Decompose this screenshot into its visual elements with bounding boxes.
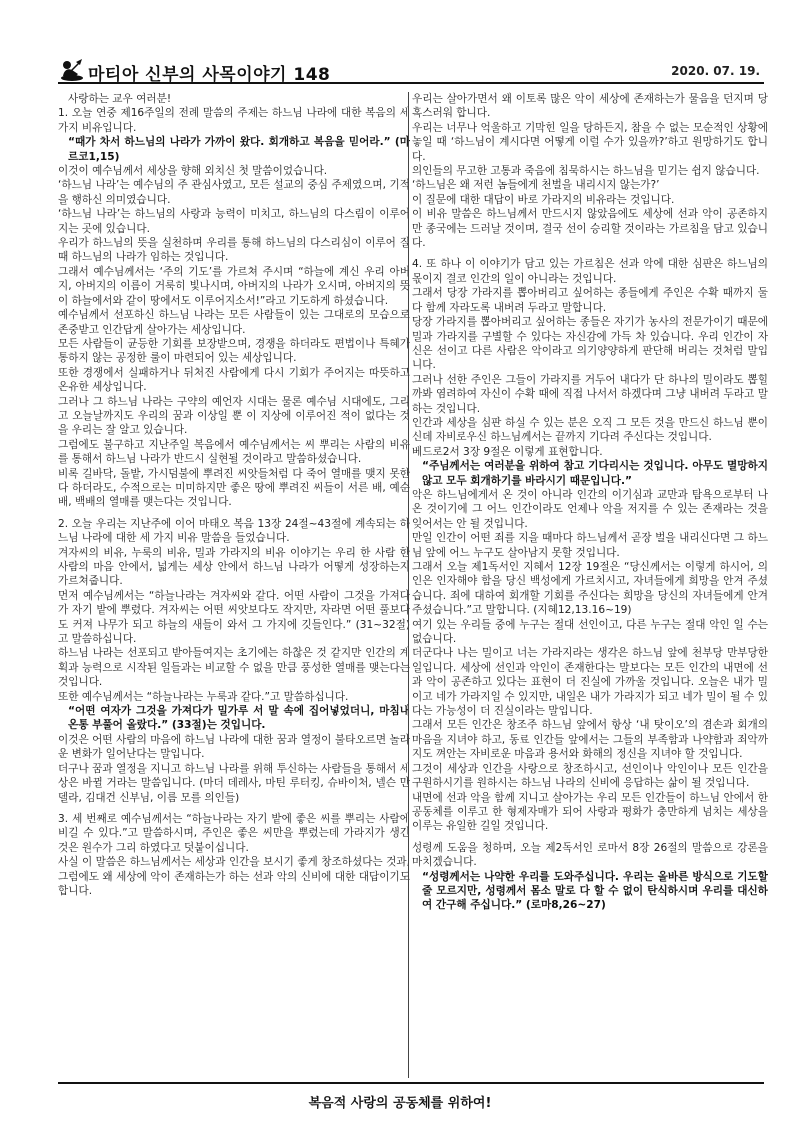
- right-column: [412, 92, 768, 1080]
- paragraph: ‘하느님은 왜 저런 놈들에게 천벌을 내리시지 않는가?’: [412, 179, 660, 192]
- paragraph: 예수님께서 선포하신 하느님 나라는 모든 사람들이 있는 그대로의 모습으로 존중받고 인간답게 살아가는 세상입니다.: [58, 309, 410, 336]
- pen-writer-icon: [58, 58, 84, 82]
- paragraph: 이것이 예수님께서 세상을 향해 외치신 첫 말씀이었습니다.: [58, 165, 328, 178]
- paragraph: “어떤 여자가 그것을 가져다가 밀가루 서 말 속에 집어넣었더니, 마침내 온통 부풀어 올랐다.” (33절)는 것입니다.: [68, 705, 410, 732]
- newsletter-title: 마티아 신부의 사목이야기 148: [88, 65, 331, 85]
- issue-date: 2020. 07. 19.: [671, 64, 760, 78]
- paragraph: 겨자씨의 비유, 누룩의 비유, 밀과 가라지의 비유 이야기는 우리 한 사람 한 사람의 마음 안에서, 넓게는 세상 안에서 하느님 나라가 어떻게 성장하는지 가르쳐줍니다.: [58, 546, 410, 588]
- paragraph: 모든 사람들이 균등한 기회를 보장받으며, 경쟁을 하더라도 편법이나 특혜가 통하지 않는 공정한 룰이 마련되어 있는 세상입니다.: [58, 337, 410, 365]
- paragraph: 하느님 나라는 선포되고 받아들여지는 초기에는 하찮은 것 같지만 인간의 계획과 능력으로 시작된 일들과는 비교할 수 없을 만큼 풍성한 열매를 맺는다는 것입니다.: [58, 647, 410, 689]
- paragraph: 그러나 선한 주인은 그들이 가라지를 거두어 내다가 단 하나의 밀이라도 뽑힐까봐 염려하여 자신이 수확 때에 직접 나서서 하겠다며 그냥 내버려 두라고 말하는 것입니다.: [412, 373, 768, 415]
- paragraph: 4. 또 하나 이 이야기가 담고 있는 가르침은 선과 악에 대한 심판은 하느님의 몫이지 결코 인간의 일이 아니라는 것입니다.: [412, 258, 768, 285]
- paragraph: 의인들의 무고한 고통과 죽음에 침묵하시는 하느님을 믿기는 쉽지 않습니다.: [412, 165, 760, 178]
- paragraph: 여기 있는 우리들 중에 누구는 절대 선인이고, 다른 누구는 절대 악인 일 수는 없습니다.: [412, 618, 768, 646]
- paragraph: ‘하느님 나라’는 예수님의 주 관심사였고, 모든 설교의 중심 주제였으며, 기적을 행하신 의미였습니다.: [58, 179, 410, 206]
- paragraph: 더군다나 나는 밀이고 너는 가라지라는 생각은 하느님 앞에 천부당 만부당한 일입니다. 세상에 선인과 악인이 존재한다는 말보다는 모든 인간의 내면에 선과 악이 공존하고 있다는 표현이 더 진실에 가까울 것입니다. 오늘은 내가 밀이고 네가 가라지일 수 있지만, 내일은 내가 가라지가 되고 네가 밀이 될 수 있다는 가능성이 더 진실이라는 말입니다.: [412, 647, 768, 718]
- paragraph: 성령께 도움을 청하며, 오늘 제2독서인 로마서 8장 26절의 말씀으로 강론을 마치겠습니다.: [412, 841, 768, 869]
- paragraph: 당장 가라지를 뽑아버리고 싶어하는 종들은 자기가 농사의 전문가이기 때문에 밀과 가라지를 구별할 수 있다는 자신감에 가득 차 있습니다. 우리 인간이 자신은 선이고 다른 사람은 악이라고 의기양양하게 판단해 버리는 것처럼 말입니다.: [412, 316, 768, 372]
- paragraph: 우리는 너무나 억울하고 기막힌 일을 당하든지, 참을 수 없는 모순적인 상황에 놓일 때 ‘하느님이 계시다면 어떻게 이럴 수가 있을까?’하고 원망하기도 합니다.: [412, 121, 768, 163]
- paragraph: 1. 오늘 연중 제16주일의 전례 말씀의 주제는 하느님 나라에 대한 복음의 세 가지 비유입니다.: [58, 107, 410, 134]
- header-rule: [58, 82, 764, 84]
- left-column: [58, 92, 410, 1080]
- paragraph: 인간과 세상을 심판 하실 수 있는 분은 오직 그 모든 것을 만드신 하느님 뿐이신데 자비로우신 하느님께서는 끝까지 기다려 주신다는 것입니다.: [412, 416, 768, 444]
- paragraph: 비록 길바닥, 돌밭, 가시덤불에 뿌려진 씨앗들처럼 다 죽어 열매를 맺지 못한다 하더라도, 수적으로는 미미하지만 좋은 땅에 뿌려진 씨들이 서른 배, 예순 배, 백배의 열매를 맺는다는 것입니다.: [58, 467, 410, 509]
- paragraph: 먼저 예수님께서는 “하늘나라는 겨자씨와 같다. 어떤 사람이 그것을 가져다가 자기 밭에 뿌렸다. 겨자씨는 어떤 씨앗보다도 작지만, 자라면 어떤 풀보다도 커져 나무가 되고 하늘의 새들이 와서 그 가지에 깃들인다.” (31~32절)고 말씀하십니다.: [58, 589, 410, 646]
- paragraph: 그래서 오늘 제1독서인 지혜서 12장 19절은 “당신께서는 이렇게 하시어, 의인은 인자해야 함을 당신 백성에게 가르치시고, 자녀들에게 희망을 안겨 주셨습니다. 죄에 대하여 회개할 기회를 주신다는 희망을 당신의 자녀들에게 안겨 주셨습니다.”고 말합니다. (지혜12,13.16~19): [412, 561, 768, 617]
- paragraph: 사실 이 말씀은 하느님께서는 세상과 인간을 보시기 좋게 창조하셨다는 것과, 그럼에도 왜 세상에 악이 존재하는가 하는 선과 악의 신비에 대한 대답이기도 합니다.: [58, 856, 410, 897]
- paragraph: 3. 세 번째로 예수님께서는 “하늘나라는 자기 밭에 좋은 씨를 뿌리는 사람에 비길 수 있다.”고 말씀하시며, 주인은 좋은 씨만을 뿌렸는데 가라지가 생긴 것은 원수가 그리 하였다고 덧붙이십니다.: [58, 812, 410, 854]
- paragraph: 또한 경쟁에서 실패하거나 뒤처진 사람에게 다시 기회가 주어지는 따뜻하고 온유한 세상입니다.: [58, 366, 410, 394]
- paragraph: 그래서 당장 가라지를 뽑아버리고 싶어하는 종들에게 주인은 수확 때까지 둘 다 함께 자라도록 내버려 두라고 말합니다.: [412, 287, 768, 314]
- paragraph: 이것은 어떤 사람의 마음에 하느님 나라에 대한 꿈과 열정이 불타오르면 놀라운 변화가 일어난다는 말입니다.: [58, 733, 410, 761]
- paragraph: 그러나 그 하느님 나라는 구약의 예언자 시대는 물론 예수님 시대에도, 그리고 오늘날까지도 우리의 꿈과 이상일 뿐 이 지상에 이루어진 적이 없다는 것을 우리는 잘 알고 있습니다.: [58, 395, 410, 437]
- paragraph: 그래서 모든 인간은 창조주 하느님 앞에서 항상 ‘내 탓이오’의 겸손과 회개의 마음을 지녀야 하고, 동료 인간들 앞에서는 그들의 부족함과 나약함과 죄악까지도 껴안는 자비로운 마음과 용서와 화해의 정신을 지녀야 할 것입니다.: [412, 719, 768, 761]
- paragraph: 우리가 하느님의 뜻을 실천하며 우리를 통해 하느님의 다스리심이 이루어 질 때 하느님의 나라가 임하는 것입니다.: [58, 237, 410, 264]
- paragraph: 또한 예수님께서는 “하늘나라는 누룩과 같다.”고 말씀하십니다.: [58, 690, 349, 703]
- paragraph: “성령께서는 나약한 우리를 도와주십니다. 우리는 올바른 방식으로 기도할 줄 모르지만, 성령께서 몸소 말로 다 할 수 없이 탄식하시며 우리를 대신하여 간구해 주십니다.” (로마8,26~27): [422, 870, 768, 912]
- footer-rule: [58, 1082, 764, 1084]
- paragraph: “때가 차서 하느님의 나라가 가까이 왔다. 회개하고 복음을 믿어라.” (마르코1,15): [68, 136, 410, 163]
- footer-slogan: 복음적 사랑의 공동체를 위하여!: [308, 1096, 492, 1111]
- column-divider: [408, 92, 409, 1078]
- paragraph: 사랑하는 교우 여러분!: [68, 93, 172, 105]
- paragraph: ‘하느님 나라’는 하느님의 사랑과 능력이 미치고, 하느님의 다스림이 이루어지는 곳에 있습니다.: [58, 208, 410, 235]
- paragraph: 우리는 살아가면서 왜 이토록 많은 악이 세상에 존재하는가 물음을 던지며 당혹스러워 합니다.: [412, 93, 768, 120]
- paragraph: 더구나 꿈과 열정을 지니고 하느님 나라를 위해 투신하는 사람들을 통해서 세상은 바뀔 거라는 말씀입니다. (마더 데레사, 마틴 루터킹, 슈바이처, 넬슨 만델라, 김대건 신부님, 이름 모를 의인들): [58, 762, 410, 804]
- paragraph: 이 질문에 대한 대답이 바로 가라지의 비유라는 것입니다.: [412, 193, 675, 206]
- paragraph: 만일 인간이 어떤 죄를 지을 때마다 하느님께서 곧장 벌을 내리신다면 그 하느님 앞에 어느 누구도 살아남지 못할 것입니다.: [412, 532, 768, 559]
- paragraph: 그럼에도 불구하고 지난주일 복음에서 예수님께서는 씨 뿌리는 사람의 비유를 통해서 하느님 나라가 반드시 실현될 것이라고 말씀하셨습니다.: [58, 438, 410, 466]
- paragraph: 그것이 세상과 인간을 사랑으로 창조하시고, 선인이나 악인이나 모든 인간을 구원하시기를 원하시는 하느님 나라의 신비에 응답하는 삶이 될 것입니다.: [412, 762, 768, 790]
- paragraph: 베드로2서 3장 9절은 이렇게 표현합니다.: [412, 445, 603, 458]
- paragraph: “주님께서는 여러분을 위하여 참고 기다리시는 것입니다. 아무도 멸망하지 않고 모두 회개하기를 바라시기 때문입니다.”: [422, 460, 768, 487]
- paragraph: 2. 오늘 우리는 지난주에 이어 마태오 복음 13장 24절~43절에 계속되는 하느님 나라에 대한 세 가지 비유 말씀을 들었습니다.: [58, 517, 410, 545]
- paragraph: 이 비유 말씀은 하느님께서 만드시지 않았음에도 세상에 선과 악이 공존하지만 종국에는 드러날 것이며, 결국 선이 승리할 것이라는 가르침을 담고 있습니다.: [412, 208, 768, 250]
- paragraph: 그래서 예수님께서는 ‘주의 기도’를 가르쳐 주시며 “하늘에 계신 우리 아버지, 아버지의 이름이 거룩히 빛나시며, 아버지의 나라가 오시며, 아버지의 뜻이 하늘에서와 같이 땅에서도 이루어지소서!”라고 기도하게 하셨습니다.: [58, 265, 410, 307]
- page-header: [58, 58, 764, 84]
- paragraph: 악은 하느님에게서 온 것이 아니라 인간의 이기심과 교만과 탐욕으로부터 나온 것이기에 그 어느 인간이라도 언제나 악을 저지를 수 있는 존재라는 것을 잊어서는 안 될 것입니다.: [412, 488, 768, 530]
- paragraph: 내면에 선과 악을 함께 지니고 살아가는 우리 모든 인간들이 하느님 안에서 한 공동체를 이루고 한 형제자매가 되어 사랑과 평화가 충만하게 넘치는 세상을 이루는 유일한 길일 것입니다.: [412, 791, 768, 833]
